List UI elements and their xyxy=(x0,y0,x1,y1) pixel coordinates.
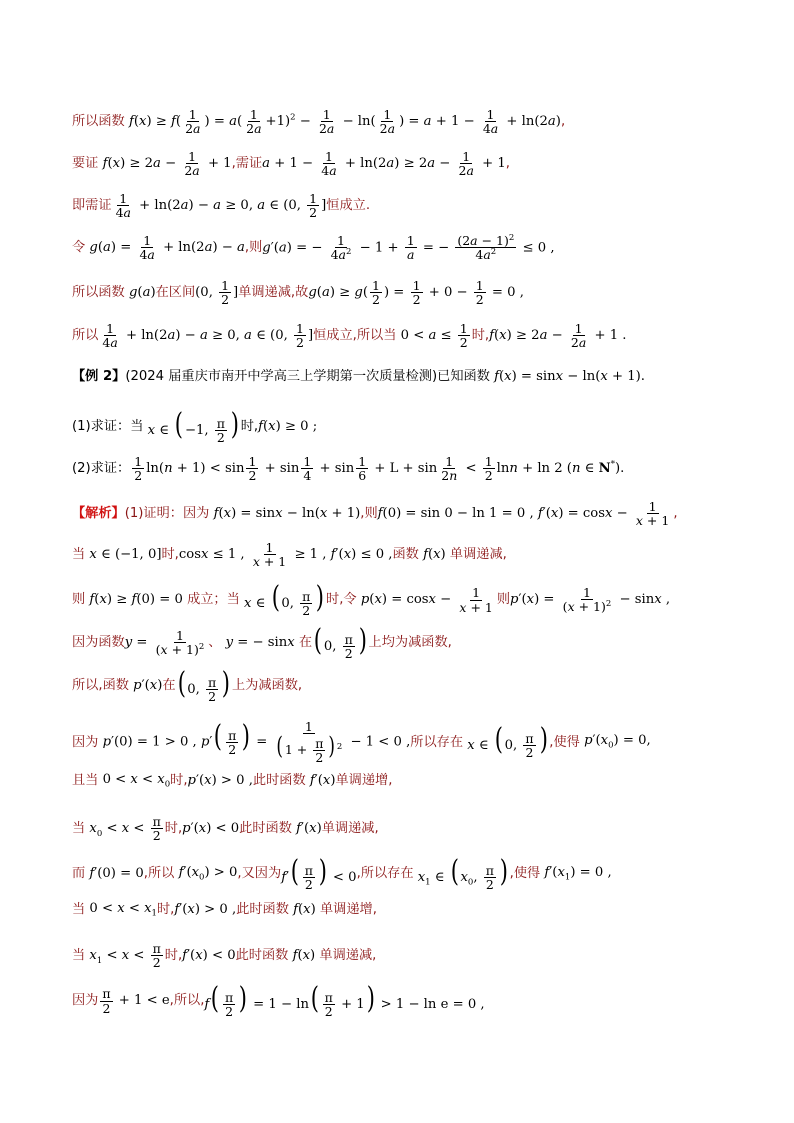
math: g(a) xyxy=(128,285,156,301)
text: 则 xyxy=(496,592,511,608)
text: 所以存在 xyxy=(410,734,464,750)
text: 时, xyxy=(156,902,175,918)
math: x ∈ ( 0, $\frac{\pi}{2}$ ) xyxy=(244,580,325,618)
text: 因为 xyxy=(72,734,99,750)
math: p′(x) = $\frac{1}{(x + 1)^2}$ − sinx , xyxy=(510,585,671,615)
math: (0, $\frac{1}{2}$ ] xyxy=(195,278,239,308)
math: f(x) xyxy=(423,547,450,563)
text: 在区间 xyxy=(155,285,196,301)
math: g(a) = $\frac{1}{4a}$ + ln(2a) − a xyxy=(89,233,245,263)
line-6 xyxy=(72,322,754,349)
text: 所以 xyxy=(72,328,99,344)
example-2-heading xyxy=(72,370,754,383)
text: 所以函数 xyxy=(72,285,125,301)
text: 因为函数 xyxy=(72,635,125,651)
text: 函数 xyxy=(392,547,419,563)
question-number: (1) xyxy=(72,419,91,435)
math: f( $\frac{\pi}{2}$ ) = 1 − ln( $\frac{\pi}{2}$ + 1) > 1 − ln e = 0 , xyxy=(204,981,485,1019)
math: f(0) = sin 0 − ln 1 = 0 , f′(x) = cosx − $\frac{1}{x + 1}$ xyxy=(377,499,670,529)
text: 此时函数 xyxy=(235,948,289,964)
text: 此时函数 xyxy=(252,773,306,789)
math: f(x) xyxy=(292,948,320,964)
text: 所以函数 xyxy=(72,114,125,130)
text: 单调递减, xyxy=(449,547,507,563)
text: ,所以存在 xyxy=(356,866,414,882)
math: a + 1 − $\frac{1}{4a}$ + ln(2a) ≥ 2a − $\frac{1}{2a}$ + 1 xyxy=(262,149,506,179)
text: 时, xyxy=(164,821,183,837)
math: $f'(x_1) = 0$ , xyxy=(544,864,612,883)
question-2 xyxy=(72,455,754,482)
text: 恒成立,所以当 xyxy=(313,328,397,344)
example-source: (2024 届重庆市南开中学高三上学期第一次质量检测) xyxy=(125,369,438,384)
solution-line-4 xyxy=(72,623,754,661)
math: $0 < x < x_1$ xyxy=(85,901,157,919)
math: ( 0, $\frac{\pi}{2}$ ) xyxy=(313,623,367,661)
math: g′(a) = − $\frac{1}{4a^2}$ − 1 + $\frac{1}{a}$ = − $\frac{(2a - 1)^2}{4a^2}$ ≤ 0 , xyxy=(262,233,555,263)
solution-line-7 xyxy=(72,773,754,789)
math: $x_1 < x$ < $\frac{\pi}{2}$ xyxy=(89,941,161,971)
text: 单调递减, xyxy=(319,948,377,964)
example-bracket: 【例 2】 xyxy=(72,369,126,384)
math: x ∈ (−1, 0] xyxy=(89,547,162,563)
math: f(x) ≥ f(0) = 0 xyxy=(89,592,188,608)
text: 单调递减,故 xyxy=(238,285,309,301)
math: x ∈ ( 0, $\frac{\pi}{2}$ ) xyxy=(467,722,548,761)
text: 且当 xyxy=(72,773,99,789)
text: ,使得 xyxy=(509,866,541,882)
solution-line-5 xyxy=(72,666,754,704)
text: 当 xyxy=(72,547,86,563)
math: f(x) ≥ 2a − $\frac{1}{2a}$ + 1 . xyxy=(489,321,627,351)
text: , xyxy=(505,156,510,172)
text: ,又因为 xyxy=(237,866,282,882)
solution-bracket: 【解析】 xyxy=(72,506,125,522)
math: p′(0) = 1 > 0 , p′( $\frac{\pi}{2}$ ) = 1 (1 + $\frac{\pi}{2}$ )$^2$ − 1 < 0 , xyxy=(102,718,411,766)
text: 则 xyxy=(72,592,86,608)
math: p(x) = cosx − $\frac{1}{x + 1}$ xyxy=(360,585,493,615)
text: ,所以, xyxy=(169,993,205,1009)
math: p′(x) > 0 , xyxy=(187,773,253,789)
math: $\frac{\pi}{2}$ + 1 < e xyxy=(102,986,170,1016)
text: 此时函数 xyxy=(239,821,292,837)
math: y = $\frac{1}{(x + 1)^2}$ xyxy=(124,628,205,658)
text: 单调递减, xyxy=(321,821,379,837)
text: ,则 xyxy=(244,240,263,256)
text: , xyxy=(560,114,566,130)
solution-line-8 xyxy=(72,815,754,842)
question-number: (2) xyxy=(72,461,91,477)
text: ,使得 xyxy=(549,734,580,750)
math: y = − sinx xyxy=(225,635,295,651)
text: 上均为减函数, xyxy=(368,635,452,651)
math: f′(x) xyxy=(296,821,322,837)
text: 时, xyxy=(164,948,183,964)
text: 当 xyxy=(72,902,86,918)
text: 当 xyxy=(72,948,86,964)
math: ( 0, $\frac{\pi}{2}$ ) xyxy=(177,666,231,704)
solution-line-9 xyxy=(72,854,754,892)
math: $\frac{1}{2}$ ln(n + 1) < sin $\frac{1}{2}$ + sin $\frac{1}{4}$ + sin $\frac{1}{6}$ + L + sin $\frac{1}{2n}$ < $\frac{1}{2}$ lnn + ln 2 (n ∈ N*). xyxy=(134,454,625,484)
solution-line-10 xyxy=(72,902,754,918)
math: f′( $\frac{\pi}{2}$ ) < 0 xyxy=(281,854,357,892)
math: f′(0) = 0 xyxy=(89,866,144,882)
math: f(x) ≥ 0 ; xyxy=(258,419,318,435)
solution-line-11 xyxy=(72,942,754,969)
math: cosx ≤ 1 , $\frac{1}{x + 1}$ ≥ 1 , f′(x) ≤ 0 , xyxy=(178,540,393,570)
text: (1)证明：因为 xyxy=(124,506,210,522)
math: f(x) = sinx − ln(x + 1). xyxy=(494,369,645,384)
solution-line-1 xyxy=(72,500,754,527)
math: $p'(x_0) = 0$, xyxy=(584,733,651,751)
text: 时, xyxy=(471,328,490,344)
line-1 xyxy=(72,108,754,135)
line-5 xyxy=(72,279,754,306)
math: f(x) ≥ 2a − $\frac{1}{2a}$ + 1 xyxy=(102,149,232,179)
text: 成立；当 xyxy=(187,592,240,608)
text: 求证：当 xyxy=(90,419,144,435)
math: $x_1$ ∈ ( $x_0$, $\frac{\pi}{2}$ ) xyxy=(417,854,508,892)
text: 因为 xyxy=(72,993,99,1009)
math: p′(x) xyxy=(133,678,163,694)
text: ,所以 xyxy=(143,866,175,882)
text: 时,令 xyxy=(326,592,357,608)
text: 单调递增, xyxy=(335,773,393,789)
math: f′(x) xyxy=(309,773,336,789)
math: $x_0 < x$ < $\frac{\pi}{2}$ xyxy=(89,814,161,844)
text: 即需证 xyxy=(72,198,112,214)
math: $0 < x < x_0$ xyxy=(98,772,171,790)
text: 当 xyxy=(72,821,86,837)
text: 此时函数 xyxy=(236,902,289,918)
math: $f'(x_0) > 0$ xyxy=(178,864,238,883)
text: 、 xyxy=(208,635,222,651)
text: 单调递增, xyxy=(319,902,377,918)
math: f(x) ≥ f( $\frac{1}{2a}$ ) = a( $\frac{1}{2a}$ +1)$^2$ − $\frac{1}{2a}$ − ln( $\frac{1}{2a}$ ) = a + 1 − $\frac{1}{4a}$ + ln(2a) xyxy=(128,107,561,137)
math: f(x) xyxy=(293,902,320,918)
line-3 xyxy=(72,192,754,219)
math: $\frac{1}{4a}$ + ln(2a) − a ≥ 0, a ∈ (0, $\frac{1}{2}$ ] xyxy=(102,321,314,351)
math: g(a) ≥ g( $\frac{1}{2}$ ) = $\frac{1}{2}$ + 0 − $\frac{1}{2}$ = 0 , xyxy=(308,278,524,308)
math: f′(x) < 0 xyxy=(182,948,236,964)
text: ,需证 xyxy=(231,156,263,172)
text: 时, xyxy=(161,547,179,563)
text: 求证： xyxy=(90,461,131,477)
math: 0 < a ≤ $\frac{1}{2}$ xyxy=(396,321,468,351)
text: 上为减函数, xyxy=(231,678,303,694)
line-4 xyxy=(72,234,754,262)
solution-line-6 xyxy=(72,720,754,764)
math: p′(x) < 0 xyxy=(182,821,240,837)
text: 恒成立. xyxy=(326,198,371,214)
math: f′(x) > 0 , xyxy=(174,902,237,918)
text: , xyxy=(673,506,678,522)
text: 所以,函数 xyxy=(72,678,129,694)
solution-line-12 xyxy=(72,981,754,1019)
text: 已知函数 xyxy=(437,369,490,384)
text: 要证 xyxy=(72,156,99,172)
solution-line-2 xyxy=(72,541,754,568)
text: ,则 xyxy=(360,506,378,522)
solution-line-3 xyxy=(72,580,754,618)
math: $\frac{1}{4a}$ + ln(2a) − a ≥ 0, a ∈ (0, $\frac{1}{2}$ ] xyxy=(115,191,327,221)
math: x ∈ ( −1, $\frac{\pi}{2}$ ) xyxy=(147,407,239,445)
question-1 xyxy=(72,407,754,445)
math: f(x) = sinx − ln(x + 1) xyxy=(213,506,361,522)
text: 时, xyxy=(240,419,259,435)
text: 时, xyxy=(170,773,188,789)
line-2 xyxy=(72,150,754,177)
text: 在 xyxy=(298,635,313,651)
text: 而 xyxy=(72,866,86,882)
text: 令 xyxy=(72,240,86,256)
text: 在 xyxy=(162,678,176,694)
